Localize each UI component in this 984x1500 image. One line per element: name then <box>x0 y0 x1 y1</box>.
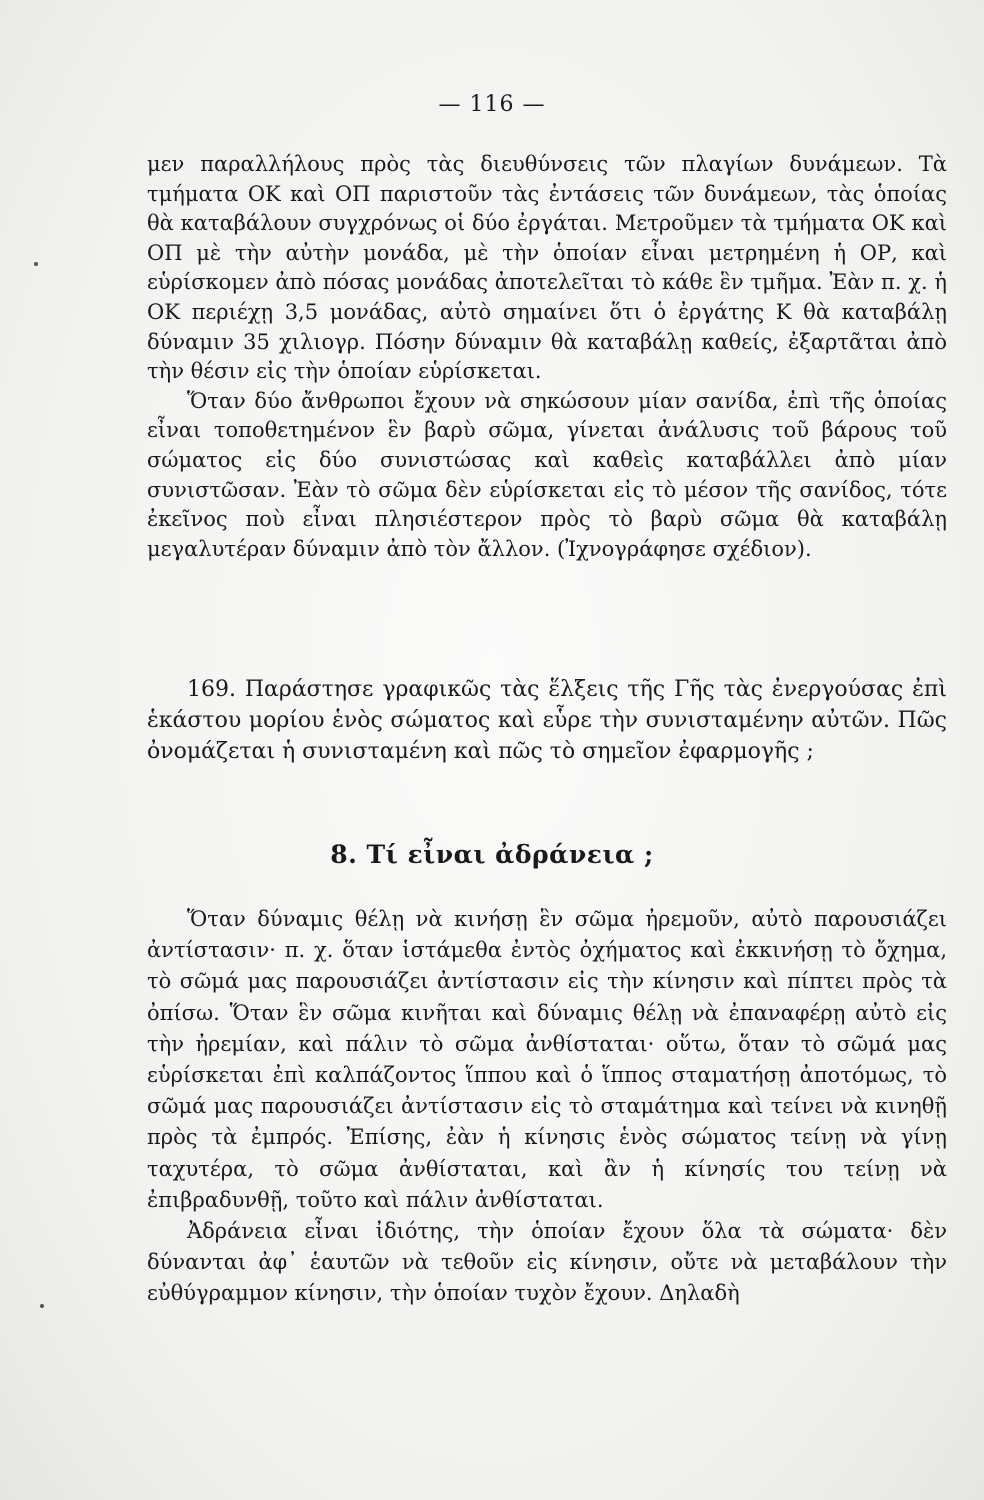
margin-speck <box>40 1304 44 1308</box>
paragraph-resistance: Ὅταν δύναμις θέλῃ νὰ κινήσῃ ἓν σῶμα ἠρεμοῦν, αὐτὸ παρουσιάζει ἀντίστασιν· π. χ. ὅταν ἱστάμεθα ἐντὸς ὀχήματος καὶ ἐκκινήσῃ τὸ ὄχημα, τὸ σῶμά μας παρουσιάζει ἀντίστασιν εἰς τὴν κίνησιν καὶ πίπτει πρὸς τὰ ὀπίσω. Ὅταν ἓν σῶμα κινῆται καὶ δύναμις θέλῃ νὰ ἐπαναφέρῃ αὐτὸ εἰς τὴν ἠρεμίαν, καὶ πάλιν τὸ σῶμα ἀνθίσταται· οὕτω, ὅταν τὸ σῶμά μας εὑρίσκεται ἐπὶ καλπάζοντος ἵππου καὶ ὁ ἵππος σταματήσῃ ἀποτόμως, τὸ σῶμά μας παρουσιάζει ἀντίστασιν εἰς τὸ σταμάτημα καὶ τείνει νὰ κινηθῇ πρὸς τὰ ἐμπρός. Ἐπίσης, ἐὰν ἡ κίνησις ἑνὸς σώματος τείνῃ νὰ γίνῃ ταχυτέρα, τὸ σῶμα ἀνθίσταται, καὶ ἂν ἡ κίνησίς του τείνῃ νὰ ἐπιβραδυνθῇ, τοῦτο καὶ πάλιν ἀνθίσταται. <box>147 907 947 1212</box>
exercise-169: 169. Παράστησε γραφικῶς τὰς ἕλξεις τῆς Γῆς τὰς ἐνεργούσας ἐπὶ ἑκάστου μορίου ἑνὸς σώματος καὶ εὗρε τὴν συνισταμένην αὐτῶν. Πῶς ὀνομάζεται ἡ συνισταμένη καὶ πῶς τὸ σημεῖον ἐφαρμογῆς ; <box>147 677 947 764</box>
exercise-block <box>147 674 947 767</box>
paragraph-inertia-definition: Ἀδράνεια εἶναι ἰδιότης, τὴν ὁποίαν ἔχουν ὅλα τὰ σώματα· δὲν δύνανται ἀφ᾽ ἑαυτῶν νὰ τεθοῦν εἰς κίνησιν, οὔτε νὰ μεταβάλουν τὴν εὐθύγραμμον κίνησιν, τὴν ὁποίαν τυχὸν ἔχουν. Δηλαδὴ <box>147 1219 947 1306</box>
paragraph-continuation: μεν παραλλήλους πρὸς τὰς διευθύνσεις τῶν πλαγίων δυνάμεων. Τὰ τμήματα ΟΚ καὶ ΟΠ παριστοῦν τὰς ἐντάσεις τῶν δυνάμεων, τὰς ὁποίας θὰ καταβάλουν συγχρόνως οἱ δύο ἐργάται. Μετροῦμεν τὰ τμήματα ΟΚ καὶ ΟΠ μὲ τὴν αὐτὴν μονάδα, μὲ τὴν ὁποίαν εἶναι μετρημένη ἡ ΟΡ, καὶ εὑρίσκομεν ἀπὸ πόσας μονάδας ἀποτελεῖται τὸ κάθε ἓν τμῆμα. Ἐὰν π. χ. ἡ ΟΚ περιέχῃ 3,5 μονάδας, αὐτὸ σημαίνει ὅτι ὁ ἐργάτης Κ θὰ καταβάλῃ δύναμιν 35 χιλιογρ. Πόσην δύναμιν θὰ καταβάλῃ καθείς, ἐξαρτᾶται ἀπὸ τὴν θέσιν εἰς τὴν ὁποίαν εὑρίσκεται. <box>147 152 947 384</box>
text-block-bottom <box>147 904 947 1310</box>
text-block-top <box>147 150 947 564</box>
section-heading: 8. Τί εἶναι ἀδράνεια ; <box>330 840 654 869</box>
margin-speck <box>34 262 38 266</box>
paragraph-plank: Ὅταν δύο ἄνθρωποι ἔχουν νὰ σηκώσουν μίαν σανίδα, ἐπὶ τῆς ὁποίας εἶναι τοποθετημένον ἓν βαρὺ σῶμα, γίνεται ἀνάλυσις τοῦ βάρους τοῦ σώματος εἰς δύο συνιστώσας καὶ καθεὶς καταβάλλει ἀπὸ μίαν συνιστῶσαν. Ἐὰν τὸ σῶμα δὲν εὑρίσκεται εἰς τὸ μέσον τῆς σανίδος, τότε ἐκεῖνος ποὺ εἶναι πλησιέστερον πρὸς τὸ βαρὺ σῶμα θὰ καταβάλῃ μεγαλυτέραν δύναμιν ἀπὸ τὸν ἄλλον. (Ἰχνογράφησε σχέδιον). <box>147 388 947 561</box>
page-number: — 116 — <box>438 92 546 117</box>
